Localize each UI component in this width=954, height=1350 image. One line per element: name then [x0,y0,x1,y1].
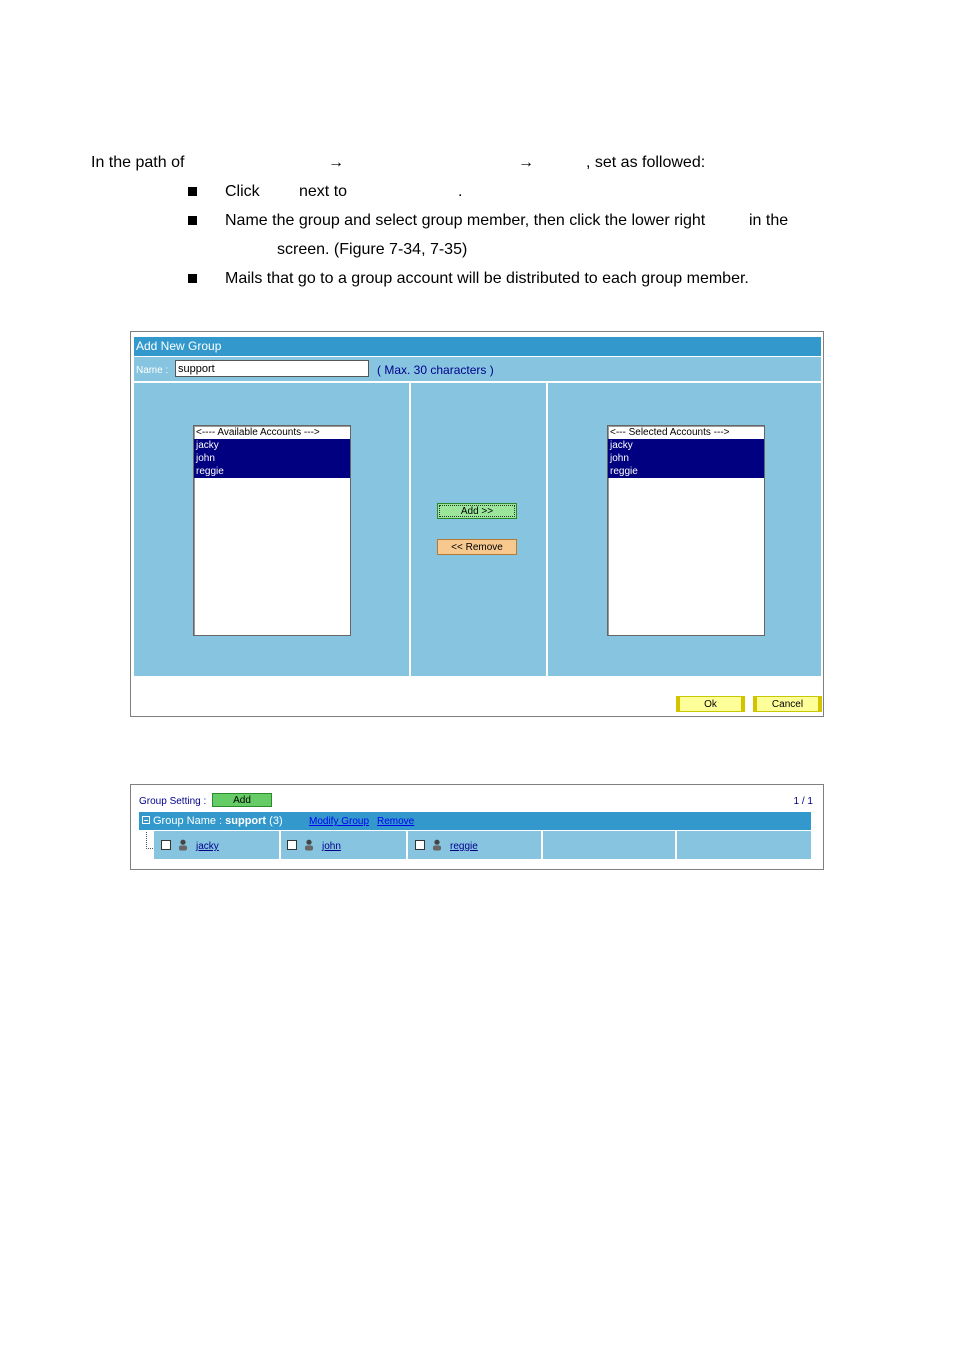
bullet-2-line1: Name the group and select group member, then click the lower right [225,212,706,229]
bullet-3-text: Mails that go to a group account will be distributed to each group member. [225,270,749,287]
remove-accounts-button[interactable]: << Remove [437,539,517,555]
group-name-prefix: Group Name : [153,815,223,827]
name-hint: ( Max. 30 characters ) [377,363,494,377]
list-item[interactable]: jacky [194,439,350,452]
member-link[interactable]: reggie [450,841,478,852]
member-checkbox[interactable] [161,840,171,850]
add-group-title: Add New Group [134,337,821,356]
bullet-1-period: . [458,183,463,200]
bullet-2-line2: screen. (Figure 7-34, 7-35) [277,241,468,258]
tree-connector [146,832,153,849]
group-header-bar [139,812,811,830]
available-accounts-list[interactable] [193,425,351,636]
selected-panel [548,383,821,676]
list-item[interactable]: john [608,452,764,465]
collapse-icon[interactable] [142,816,150,824]
modify-group-link[interactable]: Modify Group [309,816,370,827]
bullet-1-click: Click [225,183,260,200]
user-icon [178,839,188,851]
group-setting-label: Group Setting : [139,796,207,807]
ok-button[interactable]: Ok [676,696,745,712]
list-item[interactable]: jacky [608,439,764,452]
available-list-header: <---- Available Accounts ---> [196,427,320,438]
selected-list-header: <--- Selected Accounts ---> [610,427,730,438]
intro-suffix: , set as followed: [586,154,706,171]
group-setting-figure [130,784,824,870]
bullet-icon [188,274,197,283]
bullet-1-next-to: next to [299,183,348,200]
group-name-text [153,814,283,828]
cancel-button[interactable]: Cancel [753,696,822,712]
member-checkbox[interactable] [287,840,297,850]
add-new-group-figure [130,331,824,717]
selected-accounts-list[interactable] [607,425,765,636]
page-indicator: 1 / 1 [793,796,813,807]
empty-cell [543,831,675,859]
group-name-input[interactable]: support [175,360,369,377]
member-cell [281,831,406,859]
remove-group-link[interactable]: Remove [377,816,415,827]
list-item[interactable]: reggie [608,465,764,478]
intro-prefix: In the path of [91,154,185,171]
name-label: Name : [136,365,169,376]
bullet-icon [188,187,197,196]
member-cell [154,831,279,859]
user-icon [432,839,442,851]
member-link[interactable]: john [322,841,341,852]
bullet-icon [188,216,197,225]
list-item[interactable]: reggie [194,465,350,478]
group-name: support [225,815,267,827]
add-group-button[interactable]: Add [212,793,272,807]
add-accounts-button[interactable]: Add >> [437,503,517,519]
action-panel [411,383,546,676]
available-panel [134,383,409,676]
arrow-right-icon: → [518,154,534,171]
name-row [134,357,821,381]
list-item[interactable]: john [194,452,350,465]
user-icon [304,839,314,851]
member-checkbox[interactable] [415,840,425,850]
arrow-right-icon: → [328,154,344,171]
member-cell [408,831,541,859]
bullet-2-in-the: in the [749,212,789,229]
group-count: (3) [269,815,283,827]
member-link[interactable]: jacky [196,841,219,852]
empty-cell [677,831,811,859]
